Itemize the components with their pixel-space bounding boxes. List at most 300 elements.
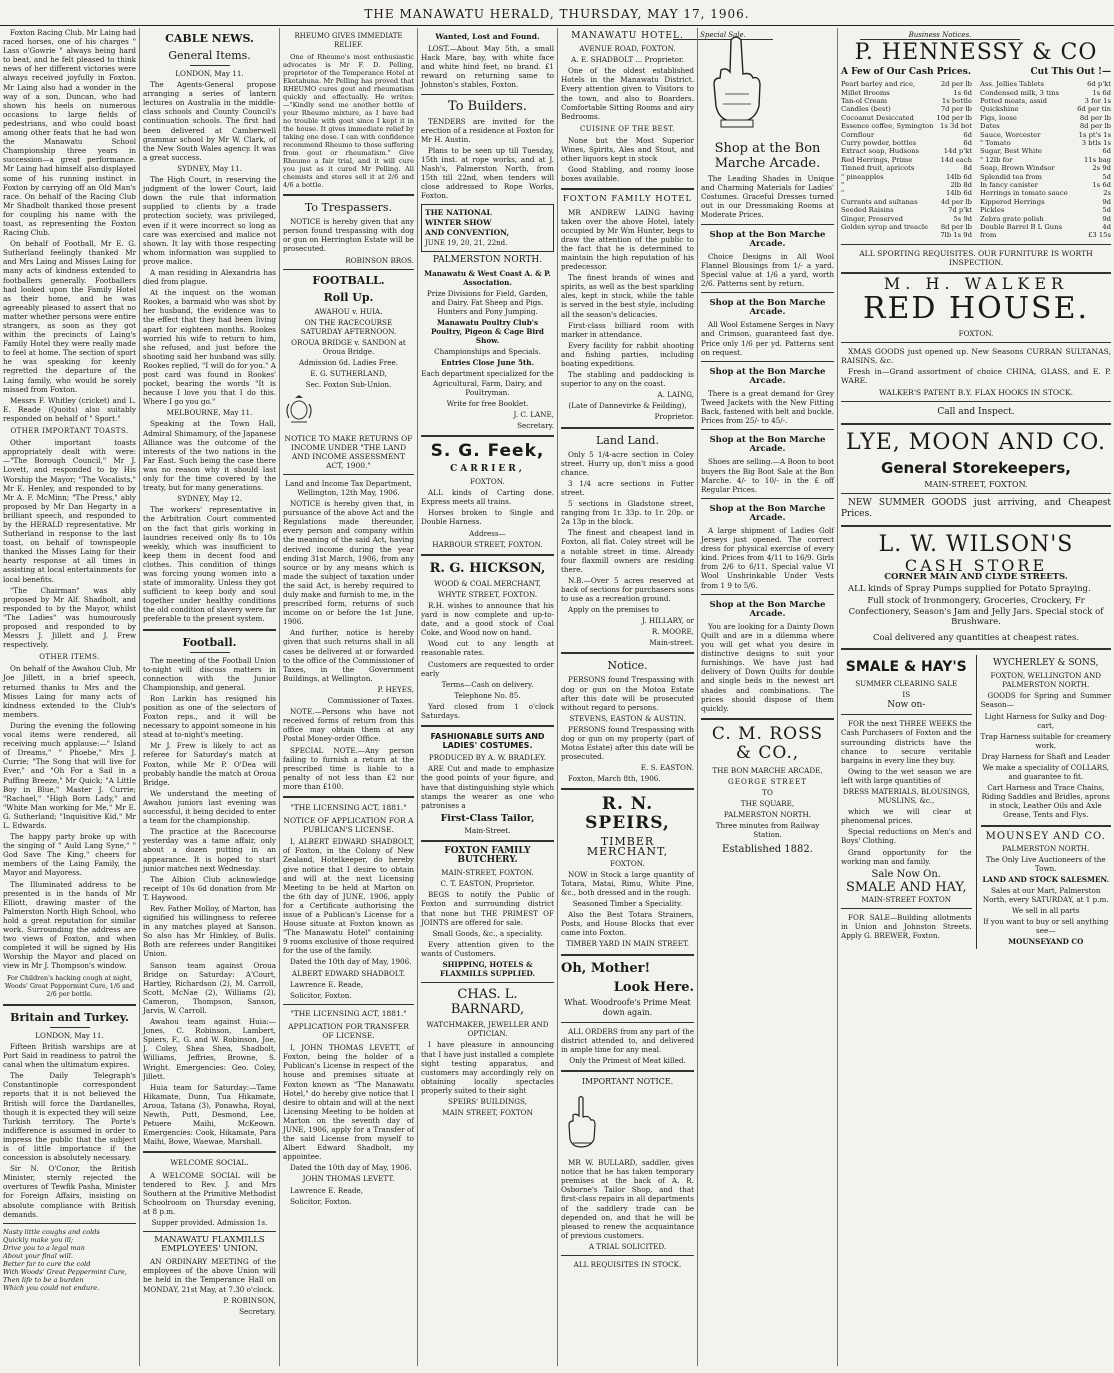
price-row	[980, 189, 1111, 197]
special-sale-stub: Special Sale.	[673, 31, 773, 40]
article-para: The stabling and paddocking is superior to any on the coast.	[561, 370, 694, 389]
price-item: Seeded Raisins	[841, 206, 894, 215]
price-item: Splendid tea from	[980, 172, 1042, 181]
divider	[283, 1004, 414, 1005]
poem-line: Quickly make you ill;	[3, 1235, 74, 1244]
poem-line: Drive you to a legal man	[3, 1243, 85, 1252]
divider	[981, 825, 1112, 827]
signature: J. HILLARY, or	[641, 616, 694, 626]
price-item: In fancy canister	[980, 180, 1038, 189]
article-para: Land and Income Tax Department, Wellington, 12th May, 1906.	[285, 478, 412, 497]
price-value: 2lb 8d	[950, 180, 972, 189]
article-para: NOTE.—Persons who have not received forms of return from this office may obtain them at any Postal Money-order Office.	[283, 707, 414, 744]
article-para: The meeting of the Football Union to-night will discuss matters in connection with the Junior Championship, and general.	[143, 655, 276, 692]
cable-news-heading: CABLE NEWS.	[165, 32, 254, 45]
price-item: Pearl barley and rice,	[841, 80, 916, 89]
general-storekeepers-heading: General Storekeepers,	[881, 458, 1071, 477]
article-para: DRESS MATERIALS, BLOUSINGS, MUSLINS, &c.,	[842, 786, 970, 806]
notice-heading: Notice.	[607, 659, 648, 673]
divider	[421, 840, 554, 842]
article-para: Fifteen British warships are at Port Said in readiness to patrol the canal when the ultimatum expires.	[3, 1041, 136, 1070]
divider	[841, 908, 972, 909]
divider	[3, 1004, 136, 1006]
price-value: 1s 6d	[1092, 180, 1111, 189]
price-item: Tinned fruit, apricots	[841, 164, 915, 173]
article-para: NOTICE is hereby given that any person found trespassing with dog or gun on Herrington Estate will be prosecuted.	[283, 217, 414, 254]
price-row	[980, 231, 1111, 239]
divider	[701, 594, 834, 595]
article-para: HARBOUR STREET, FOXTON.	[432, 539, 543, 549]
price-value: 5s 9d	[953, 214, 972, 223]
price-item: Sugar, Best White	[980, 147, 1042, 156]
article-para: Address—	[469, 528, 506, 538]
poem-line: About your final will.	[3, 1251, 73, 1260]
poem-line: Better far to cure the cold	[3, 1259, 91, 1268]
signature: ROBINSON BROS.	[345, 255, 414, 265]
address-line: MAIN-STREET FOXTON	[861, 894, 952, 904]
price-value: £3 15s	[1088, 231, 1111, 240]
to-builders-heading: To Builders.	[448, 98, 527, 114]
article-para: The Only Live Auctioneers of the Town.	[985, 854, 1106, 873]
winter-show-box	[421, 204, 554, 252]
article-para: The happy party broke up with the singing of " Auld Lang Syne," " God Save The King," cheers for members of the Laing Family, the Mayor and Mayoress.	[3, 832, 136, 878]
established-line: Established 1882.	[722, 844, 813, 856]
divider	[421, 725, 554, 727]
price-item: Extract soap, Hudsons	[841, 147, 919, 156]
price-value: 6d	[963, 138, 972, 147]
article-para: Prize Divisions for Field, Garden, and Dairy. Fat Sheep and Pigs. Hunters and Pony Jumping.	[426, 288, 549, 316]
price-value: 14lb 6d	[945, 172, 972, 181]
price-value: 1s bottle	[941, 96, 972, 105]
price-row	[841, 122, 972, 130]
article-para: Full stock of Ironmongery, Groceries, Crockery, Fr Confectionery, Season's Jam and Jelly Jars. Special stock of Brushware.	[848, 596, 1104, 628]
article-para: Foxton Racing Club. Mr Laing had raced horses, one of his charges " Lass o'Gowrie " always being hard to beat, and he felt pleased to think news of her different victories were always received joyfully in Foxton. Mr Laing also had a wonder in the way of a son, Duncan, who had shown his heels on numerous occasions to large fields of pedestrians, and who could boast among other feats that he had won the Manawatu School Championship three years in succession—a great performance. Mr Laing had himself also displayed some of his running instinct in Foxton by carrying off an Old Man's race. On behalf of the Racing Club Mr Shadbolt thanked those present for coupling his name with the toast, as representing the Foxton Racing Club.	[3, 28, 136, 238]
article-para: The Daily Telegraph's Constantinople correspondent reports that it is not believed the British will force the Dardanelles, though it is expected they will seize Turkish territory. The Porte's indifference is assumed in order to impress the public that the subject is of little importance if the concession is absolutely necessary.	[3, 1071, 136, 1163]
article-para: XMAS GOODS just opened up. New Seasons CURRAN SULTANAS, RAISINS, &c.	[841, 347, 1111, 366]
article-para: I, ALBERT EDWARD SHADBOLT, of Foxton, in the Colony of New Zealand, Hotelkeeper, do hereby give notice that I desire to obtain and will at the next Licensing Meeting to be held at Marton on the 6th day of JUNE, 1906, apply for a Certificate authorising the issue of a Publican's License for a House situate at Foxton known as "The Manawatu Hotel" containing 9 rooms exclusive of those required for the use of the family.	[283, 837, 414, 956]
fashionable-suits-heading: FASHIONABLE SUITS AND LADIES' COSTUMES.	[430, 732, 545, 751]
article-para: Only 5 1/4-acre section in Coley street. Hurry up, don't miss a good chance.	[561, 449, 694, 477]
address-line: GEORGE STREET	[728, 776, 807, 786]
article-para: There is a great demand for Grey Tweed Jackets with the New Fitting Back, fastened with belt and buckle. Prices from 25/- to 45/-.	[701, 388, 834, 426]
column-business-notices	[838, 28, 1114, 1366]
price-item: Sauce, Worcester	[980, 130, 1041, 139]
divider	[561, 188, 694, 190]
football-heading: Football.	[182, 635, 237, 649]
column-ads-2	[558, 28, 698, 1366]
price-item: Herrings in tomato sauce	[980, 189, 1068, 198]
cough-poem	[3, 1228, 136, 1292]
divider	[561, 652, 694, 654]
address-line: PALMERSTON NORTH.	[723, 810, 812, 820]
price-row	[980, 147, 1111, 155]
subheading-other-items: OTHER ITEMS.	[39, 653, 100, 662]
article-para: GOODS for Spring and Summer Season—	[980, 691, 1111, 710]
price-value: 14lb 6d	[945, 189, 972, 198]
price-item: " pineapples	[841, 172, 884, 181]
price-item: Quickshine	[980, 105, 1019, 114]
price-value: 7lb 1s 9d	[940, 231, 972, 240]
shop-bon-marche-heading: Shop at the Bon Marche Arcade.	[709, 366, 826, 386]
article-para: NEW SUMMER GOODS just arriving, and Cheapest Prices.	[841, 497, 1111, 519]
price-value: 8d	[963, 164, 972, 173]
general-items-heading: General Items.	[168, 49, 251, 62]
article-para: Awahou team against Huia:—Jones, C. Robinson, Lambert, Spiers, F., G. and W. Robinson, Joe, J. Coley, Shea Shea, Shadbolt, Williams, Jeffries, Browne, S. Wright. Emergencies: Geo. Coley, Jillett.	[143, 1017, 276, 1081]
article-para: SHIPPING, HOTELS & FLAXMILLS SUPPLIED.	[439, 960, 536, 979]
divider	[701, 429, 834, 430]
article-para: FOR the next THREE WEEKS the Cash Purchasers of Foxton and the surrounding districts have the chance to secure veritable bargains in every line they buy.	[841, 719, 972, 765]
red-house-heading: RED HOUSE.	[862, 291, 1090, 327]
price-item: Ass. Jellies Tablets	[980, 80, 1044, 89]
signature: A. LAING,	[657, 390, 694, 400]
divider	[3, 1223, 136, 1224]
town: FOXTON.	[958, 329, 994, 339]
divider	[143, 1151, 276, 1153]
article-para: 3 1/4 acre sections in Futter street.	[561, 478, 694, 497]
price-row	[841, 223, 972, 231]
oh-mother-heading: Oh, Mother!	[561, 960, 651, 976]
article-para: WATCHMAKER, JEWELLER AND OPTICIAN.	[426, 1020, 549, 1039]
price-row	[841, 198, 972, 206]
price-item: "	[841, 180, 845, 189]
price-row	[841, 215, 972, 223]
two-column-ads	[841, 655, 1111, 949]
divider	[841, 401, 1111, 402]
column-cable-news	[140, 28, 280, 1366]
article-para: Huia team for Saturday:—Tame Hikamate, Dunn, Tua Hikamate, Aroua, Tatana (3), Ponawha, Royal, Newth, Putt, Desmond, Lee, Petuere Maihi, McKeown. Emergencies: Cook, Hikamate, Para Maihi, Bowe, Waewae, Marshall.	[143, 1082, 276, 1147]
article-para: A man residing in Alexandria has died from plague.	[143, 267, 276, 287]
article-para: I have pleasure in announcing that I have just installed a complete sight testing apparatus, and customers may accordingly rely on obtaining locally spectacles properly suited to their sight	[421, 1040, 554, 1095]
feek-heading: S. G. Feek,	[430, 441, 545, 461]
price-row	[980, 173, 1111, 181]
walker-heading: M. H. WALKER	[883, 274, 1069, 293]
price-row	[980, 131, 1111, 139]
article-para: BEGS to notify the Public of Foxton and surrounding district that none but THE PRIMEST OF JOINTS are offered for sale.	[421, 890, 554, 927]
price-value: 6d p'kt	[1087, 80, 1111, 89]
signature: P. HEYES,	[377, 684, 414, 694]
cut-this-out-label: Cut This Out !—	[1030, 67, 1111, 77]
price-item: Ginger, Preserved	[841, 214, 903, 223]
price-item: Double Barrel B L Guns	[980, 223, 1063, 231]
price-item: Essence coffee, Symington	[841, 122, 934, 131]
carrier-heading: CARRIER,	[450, 464, 525, 474]
divider	[561, 1022, 694, 1023]
price-row	[980, 206, 1111, 214]
shop-bon-marche-heading: Shop at the Bon Marche Arcade.	[709, 229, 826, 249]
address-line: TO	[762, 787, 773, 797]
cough-cure-ad: For Children's hacking cough at night, Woods' Great Peppermint Cure, 1/6 and 2/6 per bottle.	[4, 974, 135, 999]
wycherley-heading: WYCHERLEY & SONS,	[993, 658, 1099, 669]
price-value: 11s bag	[1083, 155, 1111, 164]
article-para: WALKER'S PATENT B.Y. FLAX HOOKS IN STOCK.	[878, 387, 1074, 397]
sale-line: Now on-	[887, 700, 926, 711]
article-para: Dray Harness for Shaft and Leader	[981, 751, 1110, 761]
divider	[701, 361, 834, 362]
price-row	[841, 189, 972, 197]
price-value: 5d	[1102, 206, 1111, 215]
article-para: N.B.—Over 5 acres reserved at back of sections for purchasers sons to use as a recreation ground.	[561, 575, 694, 603]
address-line: FOXTON, WELLINGTON AND PALMERSTON NORTH.	[990, 671, 1101, 690]
transfer-license-heading: APPLICATION FOR TRANSFER OF LICENSE.	[288, 1021, 409, 1041]
price-value: 14d each	[940, 155, 972, 164]
sporting-requisites: ALL SPORTING REQUISITES. OUR FURNITURE IS WORTH INSPECTION.	[859, 248, 1093, 267]
smale-hay-heading: SMALE & HAY'S	[845, 659, 967, 676]
article-para: Also the Best Totara Strainers, Posts, and House Blocks that ever came into Foxton.	[561, 910, 694, 938]
article-para: Coal delivered any quantities at cheapest rates.	[872, 632, 1080, 643]
signature: Lawrence E. Reade,	[290, 979, 363, 989]
palmerston-north-heading: PALMERSTON NORTH.	[432, 255, 543, 266]
price-item: Dates	[980, 122, 1000, 131]
article-para: MR ANDREW LAING having taken over the above Hotel, lately occupied by Mr Wm Hunter, begs to draw the attention of the public to the fact that he is determined to maintain the high reputation of his predecessor.	[561, 207, 694, 272]
business-notices-stub: Business Notices.	[860, 31, 1020, 40]
mounsey-sign: MOUNSEYAND CO	[1008, 937, 1084, 947]
pointing-hand-icon	[561, 1095, 601, 1150]
price-value: 9d	[1102, 197, 1111, 206]
price-value: 2s	[1103, 189, 1111, 198]
price-value: 6d	[963, 130, 972, 139]
fixture: ON THE RACECOURSE SATURDAY AFTERNOON.	[300, 317, 397, 336]
article-para: The Albion Club acknowledge receipt of 10s 6d donation from Mr T. Haywood.	[143, 874, 276, 902]
price-value: 8d per lb	[940, 223, 972, 231]
cash-prices-label: A Few of Our Cash Prices.	[841, 67, 971, 77]
price-item: Cocoanut Desiccated	[841, 113, 914, 122]
article-para: The High Court, in reserving the judgment of the lower Court, laid down the rule that information supplied to clients by a trade protection society, was privileged, even if it were incorrect so long as care was exercised and malice not shown. It lay with those respecting whom information was supplied to prove malice.	[143, 175, 276, 266]
article-para: ALL REQUISITES IN STOCK.	[573, 1260, 682, 1269]
article-para: Telephone No. 85.	[454, 690, 521, 700]
column-notices	[280, 28, 418, 1366]
article-para: Fresh in—Grand assortment of choice CHINA, GLASS, and E. P. WARE.	[841, 367, 1111, 386]
price-row	[841, 206, 972, 214]
divider	[283, 474, 414, 475]
article-para: Dated the 10th day of May, 1906.	[290, 1163, 412, 1173]
price-row	[980, 164, 1111, 172]
show-line: AND CONVENTION,	[425, 228, 510, 238]
price-row	[980, 105, 1111, 113]
income-returns-heading: NOTICE TO MAKE RETURNS OF INCOME UNDER "THE LAND AND INCOME ASSESSMENT ACT, 1900."	[284, 433, 413, 470]
article-para: We sell in all parts	[1012, 906, 1080, 916]
article-para: FOR SALE—Building allotments in Union and Johnston Streets. Apply G. BREWER, Foxton.	[841, 913, 972, 941]
price-item: Golden syrup and treacle	[841, 223, 929, 231]
article-para: If you want to buy or sell anything see—	[983, 917, 1109, 936]
price-item: Red Herrings, Prime	[841, 155, 913, 164]
timber-merchant-heading: TIMBER MERCHANT,	[586, 835, 669, 858]
fixture: OROUA BRIDGE v. SANDON at Oroua Bridge.	[291, 337, 406, 357]
price-row	[841, 105, 972, 113]
article-para: Supper provided. Admission 1s.	[151, 1217, 268, 1227]
article-para: The finest brands of wines and spirits, as well as the best sparkling ales, kept in stock, while the table is served in the best style, including all the season's delicacies.	[561, 273, 694, 319]
article-para: Wood cut to any length at reasonable rates.	[421, 639, 554, 658]
article-para: Mr J. Frew is likely to act as referee for Saturday's match at Foxton, while Mr P. O'Dea will probably handle the match at Oroua Bridge.	[143, 741, 276, 787]
licensing-act-heading: "THE LICENSING ACT, 1881."	[290, 802, 407, 812]
divider	[283, 269, 414, 270]
article-para: NOW in Stock a large quantity of Totara, Matai, Rimu, White Pine, &c., both dressed and in the rough.	[561, 869, 694, 897]
signature: E. S. EASTON.	[640, 763, 694, 773]
article-para: The Agents-General propose arranging a series of lantern lectures on Australia in the middle-class schools and County Council's continuation schools. The first had been delivered at Camberwell grammar school by Mr W. Clark, of the New South Wales agency. It was a great success.	[143, 80, 276, 162]
divider	[143, 629, 276, 631]
dateline: SYDNEY, May 12.	[177, 494, 242, 504]
article-para: WHYTE STREET, FOXTON.	[437, 589, 538, 599]
article-para: PERSONS found Trespassing with dog or gun on the Motoa Estate after this date will be prosecuted without regard to persons.	[561, 675, 694, 712]
price-value: 1s 3d bot	[940, 122, 972, 131]
article-para: Customers are requested to order early	[421, 659, 554, 678]
article-para: All Wool Estamene Serges in Navy and Crimson, guaranteed fast dye. Price only 1/6 per yd. Patterns sent on request.	[701, 320, 834, 357]
article-para: MR W. BULLARD, saddler, gives notice that he has taken temporary premises at the back of A. R. Osborne's Tailor Shop, and that first-class repairs in all departments of the saddlery trade can be depended on, and that he will be pleased to renew the acquaintance of previous customers.	[561, 1158, 694, 1240]
divider	[561, 954, 694, 956]
article-para: Manawatu Poultry Club's Poultry, Pigeon & Cage Bird Show.	[431, 317, 544, 346]
signature: (Late of Dannevirke & Feilding),	[568, 401, 687, 411]
article-para: On behalf of the Awahou Club, Mr Joe Jillett, in a brief speech, returned thanks to Mrs and the Misses Laing for many acts of kindness extended to the Club's members.	[3, 664, 136, 719]
smale-hay-ad	[841, 655, 977, 949]
price-item: Potted meats, assid	[980, 96, 1047, 105]
price-item: Cornflour	[841, 130, 875, 139]
hickson-heading: R. G. HICKSON,	[429, 560, 546, 576]
divider	[190, 65, 230, 66]
signature: Secretary.	[517, 420, 554, 430]
pointing-hand-icon	[701, 34, 771, 129]
article-para: Ron Larkin has resigned his position as one of the selectors of Foxton reps., and it will be necessary to appoint someone in his stead at to-night's meeting.	[143, 693, 276, 740]
price-item: "	[841, 189, 845, 198]
poem-line: Nasty little coughs and colds	[3, 1227, 100, 1236]
signature: Commissioner of Taxes.	[327, 696, 414, 706]
article-para: Only the Primest of Meat killed.	[569, 1055, 686, 1065]
dateline: MELBOURNE, May 11.	[166, 408, 253, 418]
divider	[841, 493, 1111, 494]
article-para: Speaking at the Town Hall, Admiral Shimamury, of the Japanese Alliance was the outcome of the interests of the two nations in the Far East. Such being the case there was no reason why it should last only for the time covered by the treaty, but for many generations.	[143, 419, 276, 493]
address-line: THE SQUARE,	[740, 799, 795, 809]
price-item: Millet Brooms	[841, 88, 890, 97]
price-value: 10d per lb	[936, 113, 972, 122]
address-line: THE BON MARCHE ARCADE,	[712, 765, 823, 775]
article-para: ALL kinds of Carting done. Express meets all trains.	[421, 488, 554, 507]
article-para: We understand the meeting of Awahou juniors last evening was successful, it being decided to enter a team for the championship.	[143, 788, 276, 826]
divider	[421, 554, 554, 556]
article-para: R.H. wishes to announce that his yard is now complete and up-to-date, and a good stock of Coal Coke, and Wood now on hand.	[421, 600, 554, 638]
article-para: Rev. Father Molloy, of Marton, has signified his willingness to referee in any matches played at Sanson. So also has Mr Hinkley, of Bulls. Both are referees under Rangitikei Union.	[143, 903, 276, 959]
barnard-heading: CHAS. L. BARNARD,	[450, 987, 525, 1018]
article-para: On behalf of Football, Mr E. G. Sutherland feelingly thanked Mr and Mrs Laing and Misses Laing for many acts of kindness extended to footballers generally. Footballers had looked upon the Family Hotel as their home, and he was agreeably pleased to assert that no matter whether persons were entire strangers, as soon as they got within the precincts of Laing's Family Hotel they were really made to feel at home. The section of sport he was speaking for keenly regretted the departure of the Laing family, who would be sorely missed from Foxton.	[3, 239, 136, 394]
article-para: None but the Most Superior Wines, Spirits, Ales and Stout, and other liquors kept in stock	[561, 135, 694, 164]
article-para: ALL ORDERS from any part of the district attended to, and delivered in ample time for any meal.	[561, 1026, 694, 1054]
price-value: 4d per lb	[940, 197, 972, 206]
poem-line: Which you could not endure.	[3, 1283, 100, 1292]
divider	[283, 796, 414, 798]
signature: Proprietor.	[654, 412, 694, 422]
article-para: which we will clear at phenomenal prices.	[841, 807, 972, 826]
poem-line: Then life to be a burden	[3, 1275, 84, 1284]
show-line: THE NATIONAL	[425, 208, 492, 218]
address-line: MAIN-STREET, FOXTON.	[924, 479, 1028, 489]
article-para: Trap Harness suitable for creamery work,	[980, 731, 1111, 750]
price-list-left	[841, 80, 972, 240]
article-para: First-class billiard room with marker in attendance.	[561, 320, 694, 339]
divider	[561, 1255, 694, 1256]
signature: R. MOORE,	[651, 627, 694, 637]
football-ad-heading: FOOTBALL.	[312, 273, 385, 287]
article-para: The finest and cheapest land in Foxton, all flat. Coley street will be a notable street in time. Already four flaxmill owners are residing there.	[561, 528, 694, 574]
price-value: 9d	[1102, 214, 1111, 223]
article-para: Sales at our Mart, Palmerston North, every SATURDAY, at 1 p.m.	[982, 886, 1109, 905]
cash-store-heading: CASH STORE	[904, 555, 1048, 575]
price-value: 6d per tin	[1077, 105, 1111, 114]
divider	[841, 525, 1111, 527]
family-butchery-heading: FOXTON FAMILY BUTCHERY.	[444, 846, 531, 866]
price-row	[980, 215, 1111, 223]
article-para: TIMBER YARD IN MAIN STREET.	[565, 939, 690, 949]
publican-license-heading: NOTICE OF APPLICATION FOR A PUBLICAN'S LICENSE.	[283, 816, 414, 835]
poem-line: With Woods' Great Peppermint Cure,	[3, 1267, 127, 1276]
price-item: " 12lb for	[980, 155, 1013, 164]
price-item: Candles (best)	[841, 105, 891, 114]
price-row	[980, 97, 1111, 105]
divider	[561, 788, 694, 790]
family-hotel-heading: FOXTON FAMILY HOTEL	[562, 194, 693, 205]
article-para: Main-Street.	[464, 825, 511, 835]
article-para: 5 sections in Gladstone street, ranging from 1r. 33p. to 1r. 20p. or 2a 13p in the block.	[561, 499, 694, 527]
cuisine-subheading: CUISINE OF THE BEST.	[580, 124, 675, 133]
lost-notice: LOST.—About May 5th, a small Hack Mare, bay, with white face and white hind feet, no brand. £1 reward on returning same to Johnston's stables, Foxton.	[421, 44, 554, 90]
article-para: And further, notice is hereby given that such returns shall in all cases be delivered at or forwarded to the office of the Commissioner of Taxes, in the Government Buildings, at Wellington.	[283, 628, 414, 683]
price-item: Zebra grate polish	[980, 214, 1044, 223]
article-para: Horses broken to Single and Double Harness.	[421, 508, 554, 527]
article-para: Cart Harness and Trace Chains, Riding Saddles and Bridles, aprons in stock, Leather Oils and Axle Grease, Tents and Flys.	[981, 783, 1110, 820]
article-para: Shoes are selling.—A Boon to boot buyers the Big Boot Sale at the Bon Marche. 4/- to 10/- in the £ off Regular Prices.	[701, 457, 834, 494]
rheumo-ad: One of Rheumo's most enthusiastic advocates is Mr F. D. Pelling, proprietor of the Temperance Hotel at Eketahuna. Mr Pelling has proved that RHEUMO cures gout and rheumatism quickly and effectually. He writes:—"Kindly send me another bottle of your Rheumo mixture, as I have had no trouble with gout since I kept it in the house. It gives immediate relief by taking one dose. I can with confidence recommend Rheumo to those suffering from gout or rheumatism." Give Rheumo a fair trial, and it will cure you just as it cured Mr Pelling. All chemists and stores sell it at 2/6 and 4/6 a bottle.	[283, 53, 414, 190]
article-para: We make a speciality of COLLARS, and guarantee to fit.	[982, 762, 1110, 782]
article-para: The Leading Shades in Unique and Charming Materials for Ladies' Costumes. Graceful Dresses turned out in our Dressmaking Rooms at Moderate Prices.	[701, 174, 834, 220]
article-para: A large shipment of Ladies Golf Jerseys just opened. The correct dress for physical exercise of every kind. Prices from 4/11 to 16/9. Girls from 2/6 to 6/11. Special value VI Wool Unshrinkable Under Vests from 1 9 to 5/6.	[701, 526, 834, 590]
divider	[841, 648, 1111, 650]
price-item: " Tomato	[980, 138, 1011, 147]
price-row	[841, 231, 972, 239]
shop-bon-marche-heading: Shop at the Bon Marche Arcade.	[709, 435, 826, 455]
article-para: Write for free Booklet.	[446, 398, 529, 408]
article-para: Other important toasts appropriately dealt with were:—"The Borough Council," Mr J. Lovett, and responded to by His Worship the Mayor; "The Vocalists," Mr E. Henley, and responded to by Mr A. F. McMinn; "The Press," ably proposed by Mr Dan Hegarty in a brilliant speech, and responded to by the HERALD representative. Mr Sutherland in response to the last toast, on behalf of townspeople thanked the Misses Laing for their hearty response at all times in assisting at local entertainments for local benefits.	[3, 438, 136, 584]
price-row	[841, 164, 972, 172]
price-item: Figs, loose	[980, 113, 1017, 122]
article-para: Light Harness for Sulky and Dog-cart,	[984, 711, 1107, 730]
price-row	[841, 156, 972, 164]
price-row	[841, 173, 972, 181]
first-class-tailor: First-Class Tailor,	[440, 812, 535, 824]
signature: Solicitor, Foxton.	[290, 990, 352, 1000]
article-para: AN ORDINARY MEETING of the employees of the above Union will be held in the Temperance Hall on MONDAY, 21st May, at 7.30 o'clock.	[143, 1257, 276, 1294]
article-para: LAND AND STOCK SALESMEN.	[982, 874, 1110, 884]
article-para: MAIN STREET, FOXTON	[442, 1108, 533, 1118]
entries-close: Entries Close June 5th.	[440, 358, 534, 368]
price-value: 3 for 1s	[1084, 96, 1111, 105]
article-para: Plans to be seen up till Tuesday, 15th inst. at rope works, and at J. Nash's, Palmerston North, from 15th till 22nd, when tenders will close addressed to Rope Works, Foxton.	[421, 145, 554, 201]
dateline: SYDNEY, May 11.	[177, 163, 242, 173]
land-heading: Land Land.	[596, 433, 659, 447]
address-line: PALMERSTON NORTH.	[1002, 843, 1090, 853]
signature: J. C. LANE,	[513, 409, 554, 419]
article-para: PRODUCED BY A. W. BRADLEY.	[428, 753, 547, 763]
price-value: 5d	[1102, 172, 1111, 181]
lye-moon-heading: LYE, MOON AND CO.	[846, 429, 1106, 455]
price-item: Condensed milk, 3 tins	[980, 88, 1059, 97]
article-para: Small Goods, &c., a speciality.	[432, 928, 543, 938]
article-para: WOOD & COAL MERCHANT,	[434, 578, 541, 588]
article-para: You are looking for a Dainty Down Quilt and are in a dilemma where you will get what you desire in distinctive designs to suit your furnishings. We have just had delivery of Down Quilts for double and single beds in the newest art shades and combinations. The prices should dispose of them quickly.	[701, 621, 834, 713]
divider	[421, 435, 554, 437]
shop-bon-marche-heading: Shop at the Bon Marche Arcade.	[714, 141, 821, 172]
signature: STEVENS, EASTON & AUSTIN.	[569, 713, 686, 723]
price-row	[980, 80, 1111, 88]
signature: Main-street.	[649, 638, 694, 648]
article-para: SPEIRS' BUILDINGS,	[448, 1096, 527, 1106]
signature: Sec. Foxton Sub-Union.	[305, 380, 392, 390]
article-para: Owing to the wet season we are left with large quantities of	[841, 766, 972, 785]
